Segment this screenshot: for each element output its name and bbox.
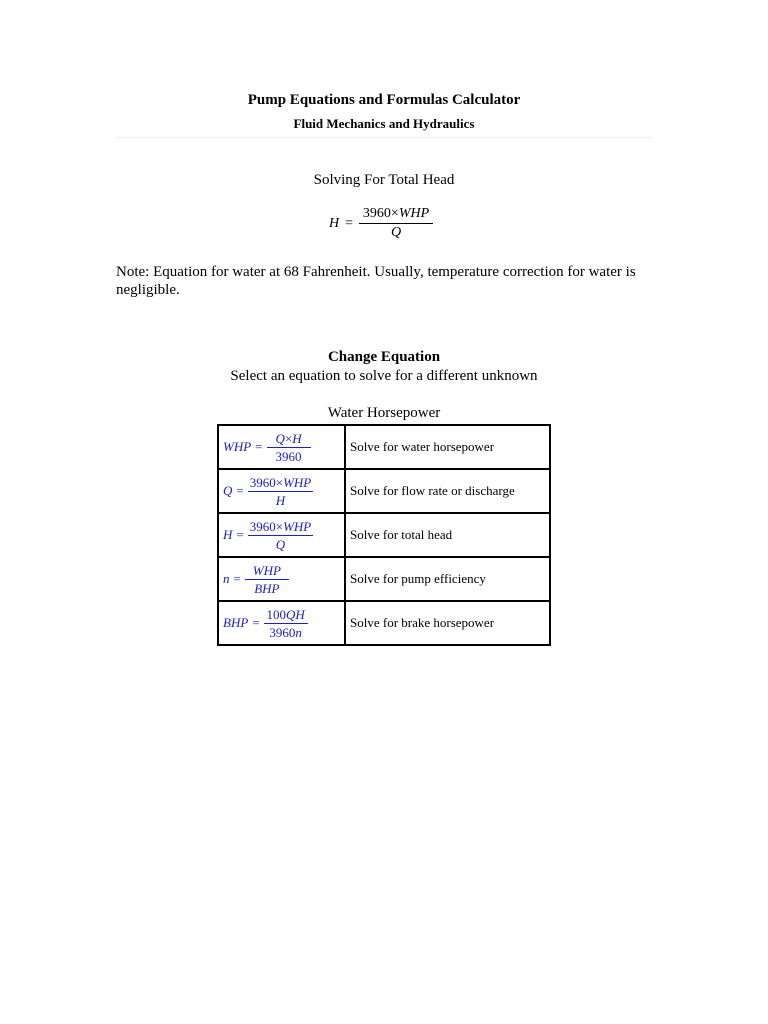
formula-lhs: n [223,571,230,586]
num-part: QH [285,606,305,622]
description-cell: Solve for water horsepower [345,425,550,469]
formula-denominator [267,448,311,464]
formula-lhs: BHP [223,615,249,630]
formula-numerator [267,431,311,448]
description-cell: Solve for total head [345,513,550,557]
main-formula-equals: = [345,215,354,231]
formula-numerator [248,519,314,536]
den-part: 3960 [275,448,302,464]
formula-fraction [248,475,314,508]
num-part: 3960 [249,474,276,490]
num-op: × [284,430,293,446]
formula-lhs: H [223,527,233,542]
table-row[interactable] [218,469,550,513]
formula-denominator [245,580,289,596]
description-cell: Solve for pump efficiency [345,557,550,601]
formula-equals: = [255,439,263,454]
equation-table-caption: Water Horsepower [327,405,441,421]
formula-whp-link[interactable] [223,431,344,464]
formula-cell[interactable] [218,557,345,601]
formula-bhp-link[interactable] [223,607,344,640]
formula-equals: = [252,615,260,630]
formula-q-link[interactable] [223,475,344,508]
num-part: 100 [266,606,286,622]
formula-denominator [258,492,302,508]
description-cell: Solve for flow rate or discharge [345,469,550,513]
formula-equals: = [236,483,244,498]
change-equation-subtitle: Select an equation to solve for a different unknown [230,368,538,384]
num-part: WHP [252,562,281,578]
main-formula-num-const: 3960 [362,206,391,221]
formula-fraction [245,563,289,596]
table-row[interactable] [218,601,550,645]
num-part: H [292,430,302,446]
formula-numerator [245,563,289,580]
formula-denominator [258,536,302,552]
table-row[interactable] [218,557,550,601]
formula-denominator [264,624,308,640]
den-part: n [295,624,302,640]
num-part: WHP [283,518,312,534]
formula-h-link[interactable] [223,519,344,552]
den-part: H [275,492,286,508]
formula-n-link[interactable] [223,563,344,596]
main-formula-num-op: × [390,206,399,221]
main-formula-num-var: WHP [398,206,430,221]
num-part: Q [275,430,285,446]
solving-label: Solving For Total Head [313,172,455,188]
change-equation-heading: Change Equation [327,349,441,365]
table-row[interactable] [218,513,550,557]
formula-cell[interactable] [218,513,345,557]
equation-table [217,424,551,646]
page-subtitle: Fluid Mechanics and Hydraulics [293,116,475,131]
den-part: 3960 [269,624,296,640]
formula-equals: = [233,571,241,586]
header-divider [116,137,652,138]
formula-cell[interactable] [218,425,345,469]
formula-numerator [248,475,314,492]
main-formula-lhs: H [329,215,340,231]
den-part: BHP [254,580,280,596]
formula-numerator [264,607,308,624]
num-part: 3960 [249,518,276,534]
formula-equals: = [236,527,244,542]
den-part: Q [275,536,286,552]
num-op: × [275,518,284,534]
main-formula-fraction [359,206,433,241]
formula-fraction [264,607,308,640]
main-formula-numerator [359,206,433,224]
formula-lhs: WHP [223,439,252,454]
note-text: Note: Equation for water at 68 Fahrenheit. Usually, temperature correction for water is negligible. [116,264,636,298]
num-op: × [275,474,284,490]
table-row[interactable] [218,425,550,469]
formula-lhs: Q [223,483,233,498]
main-formula-denominator: Q [390,225,402,240]
formula-cell[interactable] [218,469,345,513]
formula-fraction [267,431,311,464]
num-part: WHP [283,474,312,490]
formula-fraction [248,519,314,552]
formula-cell[interactable] [218,601,345,645]
description-cell: Solve for brake horsepower [345,601,550,645]
main-formula [329,206,433,241]
page-title: Pump Equations and Formulas Calculator [247,92,521,108]
